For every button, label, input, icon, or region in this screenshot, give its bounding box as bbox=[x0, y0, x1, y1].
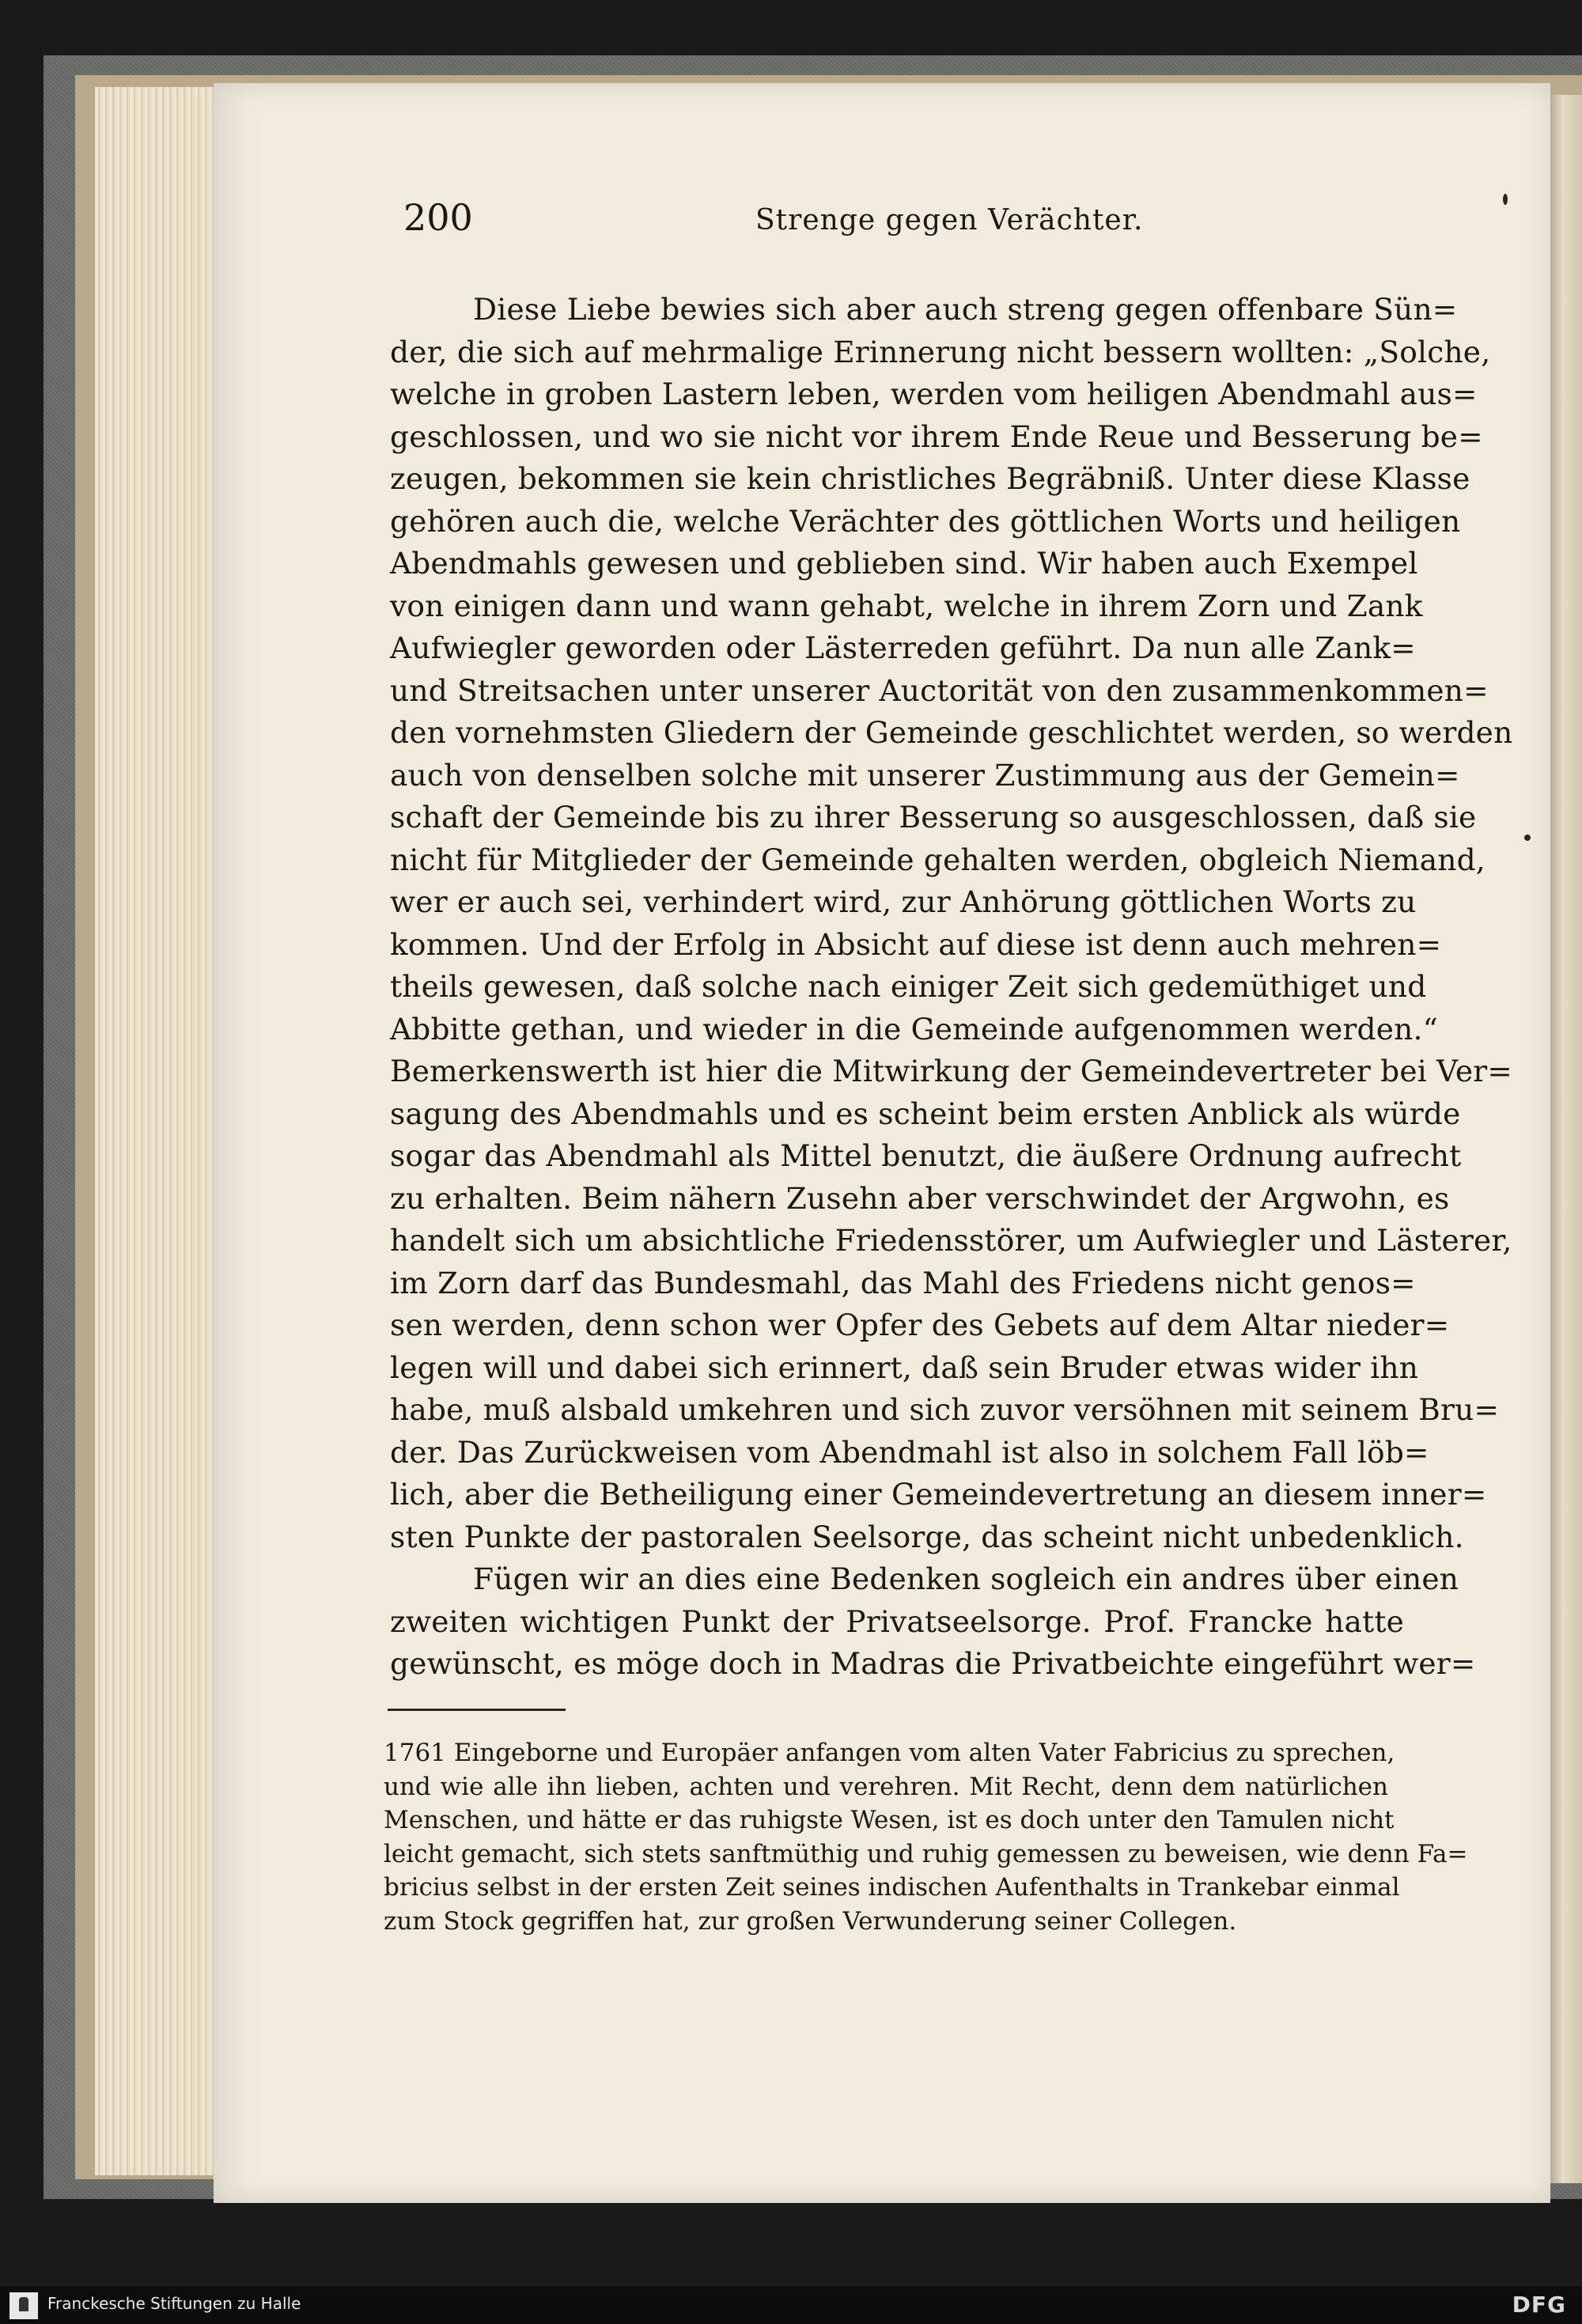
text-line: Fügen wir an dies eine Bedenken sogleich ein andres über einen bbox=[473, 1561, 1459, 1596]
margin-mark bbox=[1524, 835, 1531, 841]
text-line: kommen. Und der Erfolg in Absicht auf diese ist denn auch mehren= bbox=[390, 926, 1442, 962]
text-line: sogar das Abendmahl als Mittel benutzt, die äußere Ordnung aufrecht bbox=[390, 1138, 1462, 1173]
margin-mark bbox=[1503, 194, 1508, 205]
facing-page-edge bbox=[1550, 95, 1582, 2183]
text-line: zweiten wichtigen Punkt der Privatseelsorge. Prof. Francke hatte bbox=[390, 1603, 1404, 1639]
footnote-line: bricius selbst in der ersten Zeit seines indischen Aufenthalts in Trankebar einmal bbox=[384, 1873, 1400, 1902]
text-line: Abbitte gethan, und wieder in die Gemeinde aufgenommen werden.“ bbox=[390, 1011, 1438, 1047]
text-line: und Streitsachen unter unserer Auctorität von den zusammenkommen= bbox=[390, 672, 1489, 708]
footnote-line: zum Stock gegriffen hat, zur großen Verwunderung seiner Collegen. bbox=[384, 1906, 1237, 1936]
footnote-line: Menschen, und hätte er das ruhigste Wesen, ist es doch unter den Tamulen nicht bbox=[384, 1806, 1395, 1834]
text-line: sen werden, denn schon wer Opfer des Gebets auf dem Altar nieder= bbox=[390, 1308, 1450, 1342]
text-line: der. Das Zurückweisen vom Abendmahl ist also in solchem Fall löb= bbox=[390, 1434, 1429, 1470]
text-line: zu erhalten. Beim nähern Zusehn aber verschwindet der Argwohn, es bbox=[390, 1180, 1450, 1216]
footnote-line: leicht gemacht, sich stets sanftmüthig und ruhig gemessen zu beweisen, wie denn Fa= bbox=[384, 1839, 1468, 1868]
text-line: legen will und dabei sich erinnert, daß sein Bruder etwas wider ihn bbox=[390, 1349, 1419, 1385]
footnotes bbox=[384, 1736, 1468, 1938]
text-line: geschlossen, und wo sie nicht vor ihrem Ende Reue und Besserung be= bbox=[390, 418, 1483, 454]
text-line: auch von denselben solche mit unserer Zustimmung aus der Gemein= bbox=[390, 757, 1460, 793]
page-edges bbox=[95, 87, 223, 2175]
text-line: wer er auch sei, verhindert wird, zur Anhörung göttlichen Worts zu bbox=[390, 884, 1417, 919]
text-line: sagung des Abendmahls und es scheint beim ersten Anblick als würde bbox=[390, 1096, 1461, 1131]
footer-bar bbox=[0, 2286, 1582, 2324]
text-line: den vornehmsten Gliedern der Gemeinde geschlichtet werden, so werden bbox=[390, 715, 1513, 750]
institution-logo-icon bbox=[9, 2292, 38, 2319]
text-line: Aufwiegler geworden oder Lästerreden geführt. Da nun alle Zank= bbox=[390, 630, 1416, 665]
text-line: gewünscht, es möge doch in Madras die Privatbeichte eingeführt wer= bbox=[390, 1646, 1476, 1681]
text-line: Abendmahls gewesen und geblieben sind. Wir haben auch Exempel bbox=[390, 546, 1418, 581]
text-line: gehören auch die, welche Verächter des göttlichen Worts und heiligen bbox=[390, 503, 1461, 539]
text-line: schaft der Gemeinde bis zu ihrer Besserung so ausgeschlossen, daß sie bbox=[390, 800, 1477, 835]
text-line: im Zorn darf das Bundesmahl, das Mahl des Friedens nicht genos= bbox=[390, 1265, 1416, 1300]
text-line: Diese Liebe bewies sich aber auch streng gegen offenbare Sün= bbox=[473, 292, 1458, 327]
text-line: von einigen dann und wann gehabt, welche in ihrem Zorn und Zank bbox=[390, 588, 1423, 623]
body-text bbox=[390, 289, 1513, 1686]
text-line: zeugen, bekommen sie kein christliches Begräbniß. Unter diese Klasse bbox=[390, 461, 1470, 496]
footnote-line: und wie alle ihn lieben, achten und verehren. Mit Recht, denn dem natürlichen bbox=[384, 1772, 1388, 1801]
footer-institution: Franckesche Stiftungen zu Halle bbox=[47, 2294, 301, 2313]
dfg-logo: DFG bbox=[1512, 2292, 1566, 2318]
text-line: nicht für Mitglieder der Gemeinde gehalten werden, obgleich Niemand, bbox=[390, 842, 1485, 877]
text-line: theils gewesen, daß solche nach einiger Zeit sich gedemüthiget und bbox=[390, 969, 1427, 1004]
text-line: welche in groben Lastern leben, werden vom heiligen Abendmahl aus= bbox=[390, 377, 1478, 411]
text-line: habe, muß alsbald umkehren und sich zuvor versöhnen mit seinem Bru= bbox=[390, 1392, 1500, 1427]
text-line: der, die sich auf mehrmalige Erinnerung nicht bessern wollten: „Solche, bbox=[390, 334, 1491, 369]
footnote-line: 1761 Eingeborne und Europäer anfangen vom alten Vater Fabricius zu sprechen, bbox=[384, 1739, 1395, 1767]
text-line: handelt sich um absichtliche Friedensstörer, um Aufwiegler und Lästerer, bbox=[390, 1223, 1512, 1258]
text-line: sten Punkte der pastoralen Seelsorge, das scheint nicht unbedenklich. bbox=[390, 1519, 1464, 1554]
page-number: 200 bbox=[403, 196, 473, 239]
text-line: Bemerkenswerth ist hier die Mitwirkung der Gemeindevertreter bei Ver= bbox=[390, 1054, 1513, 1088]
text-line: lich, aber die Betheiligung einer Gemeindevertretung an diesem inner= bbox=[390, 1477, 1487, 1512]
footnote-rule bbox=[388, 1709, 566, 1711]
running-head: Strenge gegen Verächter. bbox=[755, 204, 1144, 237]
